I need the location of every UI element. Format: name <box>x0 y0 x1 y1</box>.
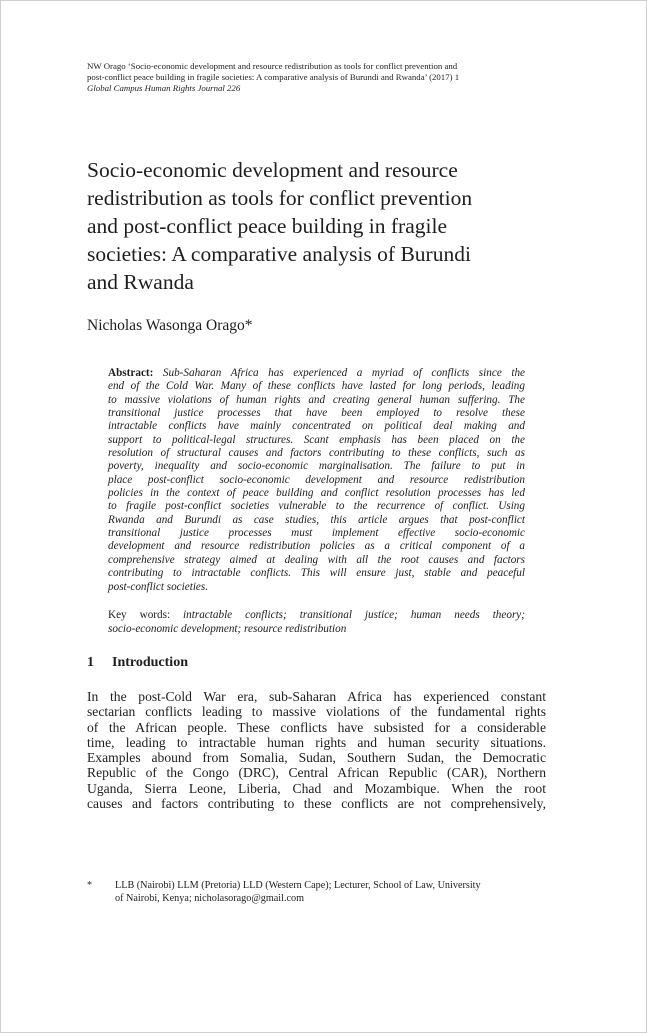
abstract-line: transitional justice processes that have been employed to resolve these <box>108 407 525 420</box>
abstract-line: intractable conflicts have mainly concentrated on political deal making and <box>108 420 525 433</box>
abstract-line: transitional justice processes must implement effective socio-economic <box>108 527 525 540</box>
running-header <box>87 61 557 94</box>
intro-line: In the post-Cold War era, sub-Saharan Africa has experienced constant <box>87 689 546 704</box>
abstract-line: place post-conflict socio-economic development and resource redistribution <box>108 473 525 486</box>
abstract-line: support to political-legal structures. Scant emphasis has been placed on the <box>108 433 525 446</box>
abstract-line: resolution of structural causes and factors contributing to these conflicts, such as <box>108 447 525 460</box>
footnote-line: of Nairobi, Kenya; nicholasorago@gmail.com <box>115 893 305 904</box>
title-line: Socio-economic development and resource <box>87 158 458 182</box>
intro-line: Republic of the Congo (DRC), Central African Republic (CAR), Northern <box>87 765 546 781</box>
keywords-line: intractable conflicts; transitional justice; human needs theory; <box>170 609 526 621</box>
article-title <box>87 156 557 296</box>
intro-line: Examples abound from Somalia, Sudan, Southern Sudan, the Democratic <box>87 750 546 766</box>
intro-line: Uganda, Sierra Leone, Liberia, Chad and Mozambique. When the root <box>87 780 546 796</box>
abstract-line: development and resource redistribution policies as a critical component of a <box>108 540 525 553</box>
section-title: Introduction <box>112 655 188 670</box>
header-line: post-conflict peace building in fragile societies: A comparative analysis of Burundi and Rwanda’ (2017) 1 <box>87 72 460 82</box>
title-line: societies: A comparative analysis of Burundi <box>87 242 471 266</box>
section-number: 1 <box>87 655 94 670</box>
section-heading <box>87 654 188 672</box>
abstract-line: contributing to intractable conflicts. This will ensure just, stable and peaceful <box>108 567 525 580</box>
abstract-line: Rwanda and Burundi as case studies, this article argues that post-conflict <box>108 513 525 526</box>
abstract-line: to massive violations of human rights and creating general human suffering. The <box>108 393 525 406</box>
footnote-text <box>115 879 547 905</box>
abstract-line: poverty, inequality and socio-economic marginalisation. The failure to put in <box>108 460 525 473</box>
abstract-line: Sub-Saharan Africa has experienced a myriad of conflicts since the <box>153 367 525 379</box>
author-name: Nicholas Wasonga Orago* <box>87 317 253 334</box>
abstract-label: Abstract: <box>108 367 154 379</box>
header-line: NW Orago ‘Socio-economic development and resource redistribution as tools for conflict prevention and <box>87 61 458 71</box>
title-line: and post-conflict peace building in fragile <box>87 214 447 238</box>
abstract <box>108 367 525 594</box>
abstract-line: comprehensive strategy aimed at dealing with all the root causes and factors <box>108 553 525 566</box>
keywords-line: socio-economic development; resource redistribution <box>108 623 347 635</box>
abstract-line: policies in the context of peace building and conflict resolution processes has led <box>108 487 525 500</box>
title-line: redistribution as tools for conflict prevention <box>87 186 473 210</box>
abstract-line: post-conflict societies. <box>108 580 209 593</box>
intro-line: time, leading to intractable human rights and human security situations. <box>87 734 546 750</box>
keywords <box>108 608 525 636</box>
title-line: and Rwanda <box>87 270 194 294</box>
abstract-line: to fragile post-conflict societies vulnerable to the recurrence of conflict. Using <box>108 500 525 513</box>
footnote-mark: * <box>87 880 93 891</box>
intro-line: sectarian conflicts leading to massive violations of the fundamental rights <box>87 704 546 720</box>
intro-paragraph <box>87 689 546 811</box>
header-journal: Global Campus Human Rights Journal 226 <box>87 83 241 93</box>
abstract-line: end of the Cold War. Many of these conflicts have lasted for long periods, leading <box>108 380 525 393</box>
keywords-label: Key words: <box>108 609 171 621</box>
footnote-line: LLB (Nairobi) LLM (Pretoria) LLD (Western Cape); Lecturer, School of Law, University <box>115 880 481 891</box>
intro-line: of the African people. These conflicts have subsisted for a considerable <box>87 719 546 735</box>
intro-line: causes and factors contributing to these conflicts are not comprehensively, <box>87 796 546 812</box>
